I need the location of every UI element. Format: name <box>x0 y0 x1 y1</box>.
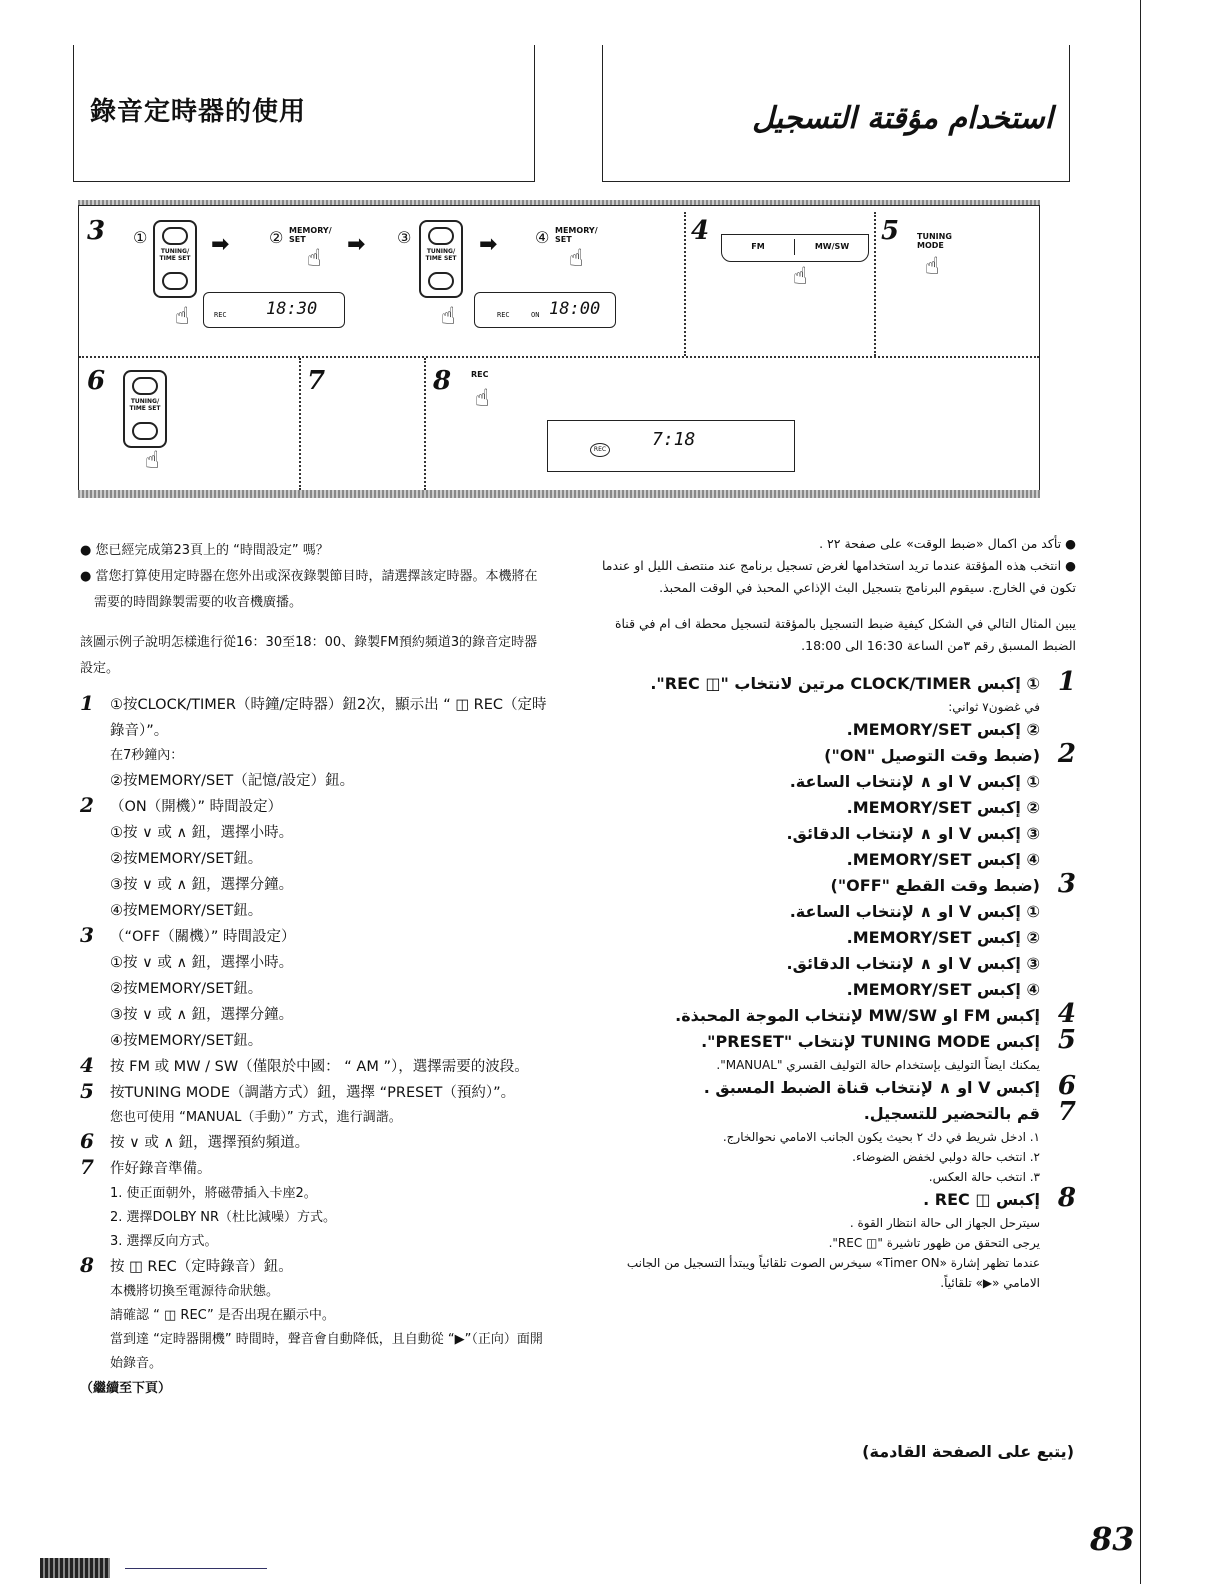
tuning-label: TUNING/ TIME SET <box>159 248 191 262</box>
rec-button-label: REC <box>471 370 489 379</box>
diagram-row-divider <box>79 356 1039 358</box>
diagram-circled-4: ④ <box>535 228 550 247</box>
cn-bullet-1: ● 您已經完成第23頁上的 “時間設定” 嗎？ <box>80 543 329 558</box>
hand-press-icon: ☝ <box>793 262 808 290</box>
ar-step-2: 2 (ضبط وقت التوصيل "ON") ① إكبس V او ∧ لإنتخاب الساعة. ② إكبس MEMORY/SET. ③ إكبس V او ∧ لإنتخاب الدقائق. ④ إكبس MEMORY/SET. <box>786 739 1076 869</box>
chinese-instructions <box>80 538 550 1402</box>
arrow-right-icon: ➡ <box>211 232 230 257</box>
page-title-arabic: استخدام مؤقتة التسجيل <box>752 101 1053 136</box>
operation-diagram <box>78 205 1040 497</box>
ar-step-7: 7 قم بالتحضير للتسجيل. ١. ادخل شريط في دك ٢ بحيث يكون الجانب الامامي نحوالخارج. ٢. انتخب حالة دولبي لخفض الضوضاء. ٣. انتخب حالة العكس. <box>722 1097 1076 1184</box>
cn-step-4: 4 按 FM 或 MW / SW（僅限於中國： “ AM ”），選擇需要的波段。 <box>80 1053 529 1077</box>
lcd-on-indicator: ON <box>531 311 540 319</box>
band-selector <box>721 234 869 262</box>
display-rec-badge: REC <box>590 443 610 457</box>
diagram-step-4: 4 <box>691 216 710 246</box>
lcd-rec-indicator: REC <box>497 311 510 319</box>
hand-press-icon: ☝ <box>475 384 490 412</box>
title-box-arabic <box>602 45 1070 182</box>
page-title-chinese: 錄音定時器的使用 <box>90 97 307 127</box>
diagram-step-6: 6 <box>87 366 106 396</box>
tuning-label: TUNING/ TIME SET <box>425 248 457 262</box>
hand-press-icon: ☝ <box>441 302 456 330</box>
tuning-up-button[interactable] <box>428 227 454 245</box>
diagram-col-divider-c <box>299 358 301 490</box>
arabic-instructions <box>600 533 1076 1293</box>
tuning-time-set-buttons-a <box>153 220 197 298</box>
footer-rule <box>125 1568 267 1569</box>
lcd-display-1800 <box>474 292 616 328</box>
ar-step-3: 3 (ضبط وقت القطع "OFF") ① إكبس V او ∧ لإنتخاب الساعة. ② إكبس MEMORY/SET. ③ إكبس V او ∧ لإنتخاب الدقائق. ④ إكبس MEMORY/SET. <box>786 869 1076 999</box>
ar-step-1: 1 ① إكبس CLOCK/TIMER مرتين لانتخاب "◫ REC". في غضون٧ ثواني: ② إكبس MEMORY/SET. <box>650 667 1076 739</box>
ar-step-8: 8 إكبس ◫ REC . سيترحل الجهاز الى حالة انتظار القوة . يرجى التحقق من ظهور تاشيرة "◫ REC". عندما تظهر إشارة «Timer ON» سيخرس الصوت تلقائياً ويبتدأ التسجيل من الجانب الامامي «▶» تلقائياً. <box>626 1183 1076 1290</box>
tuning-up-button[interactable] <box>132 377 158 395</box>
lcd-time-value: 18:30 <box>266 299 318 319</box>
tuning-up-button[interactable] <box>162 227 188 245</box>
ar-bullet-1: ● تأكد من اكمال «ضبط الوقت» على صفحة ٢٢ . <box>819 536 1076 551</box>
hand-press-icon: ☝ <box>307 244 322 272</box>
tuning-down-button[interactable] <box>428 272 454 290</box>
ar-continue-note: (يتبع على الصفحة القادمة) <box>862 1442 1074 1461</box>
diagram-circled-2: ② <box>269 228 284 247</box>
ar-step-6: 6 إكبس V او ∧ لإنتخاب قناة الضبط المسبق . <box>703 1071 1076 1101</box>
cn-step-7: 7 作好錄音準備。 1. 使正面朝外，將磁帶插入卡座2。 2. 選擇DOLBY NR（杜比減噪）方式。 3. 選擇反向方式。 <box>80 1155 337 1249</box>
diagram-col-divider-b <box>874 212 876 356</box>
cn-continue-note: （繼續至下頁） <box>80 1381 172 1396</box>
tuning-down-button[interactable] <box>132 422 158 440</box>
main-display <box>547 420 795 472</box>
lcd-display-1830 <box>203 292 345 328</box>
diagram-step-5: 5 <box>881 216 900 246</box>
cn-step-1: 1 ①按CLOCK/TIMER（時鐘/定時器）鈕2次，顯示出 “ ◫ REC（定時錄音）”。 在7秒鐘內： ②按MEMORY/SET（記憶/設定）鈕。 <box>80 691 547 789</box>
diagram-circled-3: ③ <box>397 228 412 247</box>
diagram-bottom-rule <box>78 490 1040 498</box>
diagram-circled-1: ① <box>133 228 148 247</box>
page-number: 83 <box>1090 1520 1135 1558</box>
ar-step-4: 4 إكبس FM او MW/SW لإنتخاب الموجة المحبذة. <box>675 999 1076 1029</box>
diagram-step-8: 8 <box>433 366 452 396</box>
display-time: 7:18 <box>652 429 696 450</box>
hand-press-icon: ☝ <box>925 252 940 280</box>
ar-intro: يبين المثال التالي في الشكل كيفية ضبط التسجيل بالمؤقتة لتسجيل محطة اف ام في قناة الضبط المسبق رقم ٣من الساعة 16:30 الى 18:00. <box>614 616 1076 653</box>
footer-mark <box>40 1558 110 1578</box>
tuning-time-set-buttons-b <box>419 220 463 298</box>
tuning-time-set-buttons-c <box>123 370 167 448</box>
band-mwsw-button[interactable]: MW/SW <box>814 242 850 251</box>
band-fm-button[interactable]: FM <box>722 239 795 255</box>
hand-press-icon: ☝ <box>175 302 190 330</box>
ar-step-5: 5 إكبس TUNING MODE لإنتخاب "PRESET". يمكنك ايضاً التوليف بإستخدام حالة التوليف القسري "MANUAL". <box>701 1025 1076 1072</box>
diagram-step-7: 7 <box>307 366 326 396</box>
title-box-chinese <box>73 45 535 182</box>
lcd-time-value: 18:00 <box>549 299 601 319</box>
cn-step-5: 5 按TUNING MODE（調諧方式）鈕，選擇 “PRESET（預約）”。 您也可使用 “MANUAL（手動）” 方式，進行調諧。 <box>80 1079 516 1125</box>
cn-bullet-2: ● 當您打算使用定時器在您外出或深夜錄製節目時，請選擇該定時器。本機將在需要的時間錄製需要的收音機廣播。 <box>80 569 538 610</box>
tuning-mode-label: TUNING MODE <box>917 232 952 250</box>
diagram-col-divider-d <box>424 358 426 490</box>
cn-step-2: 2 （ON（開機）” 時間設定） ①按 ∨ 或 ∧ 鈕，選擇小時。 ②按MEMORY/SET鈕。 ③按 ∨ 或 ∧ 鈕，選擇分鐘。 ④按MEMORY/SET鈕。 <box>80 793 294 919</box>
hand-press-icon: ☝ <box>569 244 584 272</box>
right-margin-rule <box>1140 0 1141 1584</box>
arrow-right-icon: ➡ <box>479 232 498 257</box>
tuning-down-button[interactable] <box>162 272 188 290</box>
hand-press-icon: ☝ <box>145 446 160 474</box>
memory-set-label: MEMORY/ SET <box>289 226 332 244</box>
diagram-step-3: 3 <box>87 216 106 246</box>
cn-step-8: 8 按 ◫ REC（定時錄音）鈕。 本機將切換至電源待命狀態。 請確認 “ ◫ REC” 是否出現在顯示中。 當到達 “定時器開機” 時間時，聲音會自動降低，且自動從 “▶”（正向）面開始錄音。 <box>80 1253 543 1371</box>
lcd-rec-indicator: REC <box>214 311 227 319</box>
diagram-col-divider-a <box>684 212 686 356</box>
cn-intro: 該圖示例子說明怎樣進行從16：30至18：00、錄製FM預約頻道3的錄音定時器設定。 <box>80 635 538 676</box>
cn-step-6: 6 按 ∨ 或 ∧ 鈕，選擇預約頻道。 <box>80 1129 310 1153</box>
tuning-label: TUNING/ TIME SET <box>129 398 161 412</box>
ar-bullet-2: ● انتخب هذه المؤقتة عندما تريد استخدامها لغرض تسجيل برنامج عند منتصف الليل او عندما تكون في الخارج. سيقوم البرنامج بتسجيل البث الإذاعي المحبذ في الوقت المحبذ. <box>601 558 1076 595</box>
cn-step-3: 3 （“OFF（關機）” 時間設定） ①按 ∨ 或 ∧ 鈕，選擇小時。 ②按MEMORY/SET鈕。 ③按 ∨ 或 ∧ 鈕，選擇分鐘。 ④按MEMORY/SET鈕。 <box>80 923 296 1049</box>
arrow-right-icon: ➡ <box>347 232 366 257</box>
memory-set-label: MEMORY/ SET <box>555 226 598 244</box>
